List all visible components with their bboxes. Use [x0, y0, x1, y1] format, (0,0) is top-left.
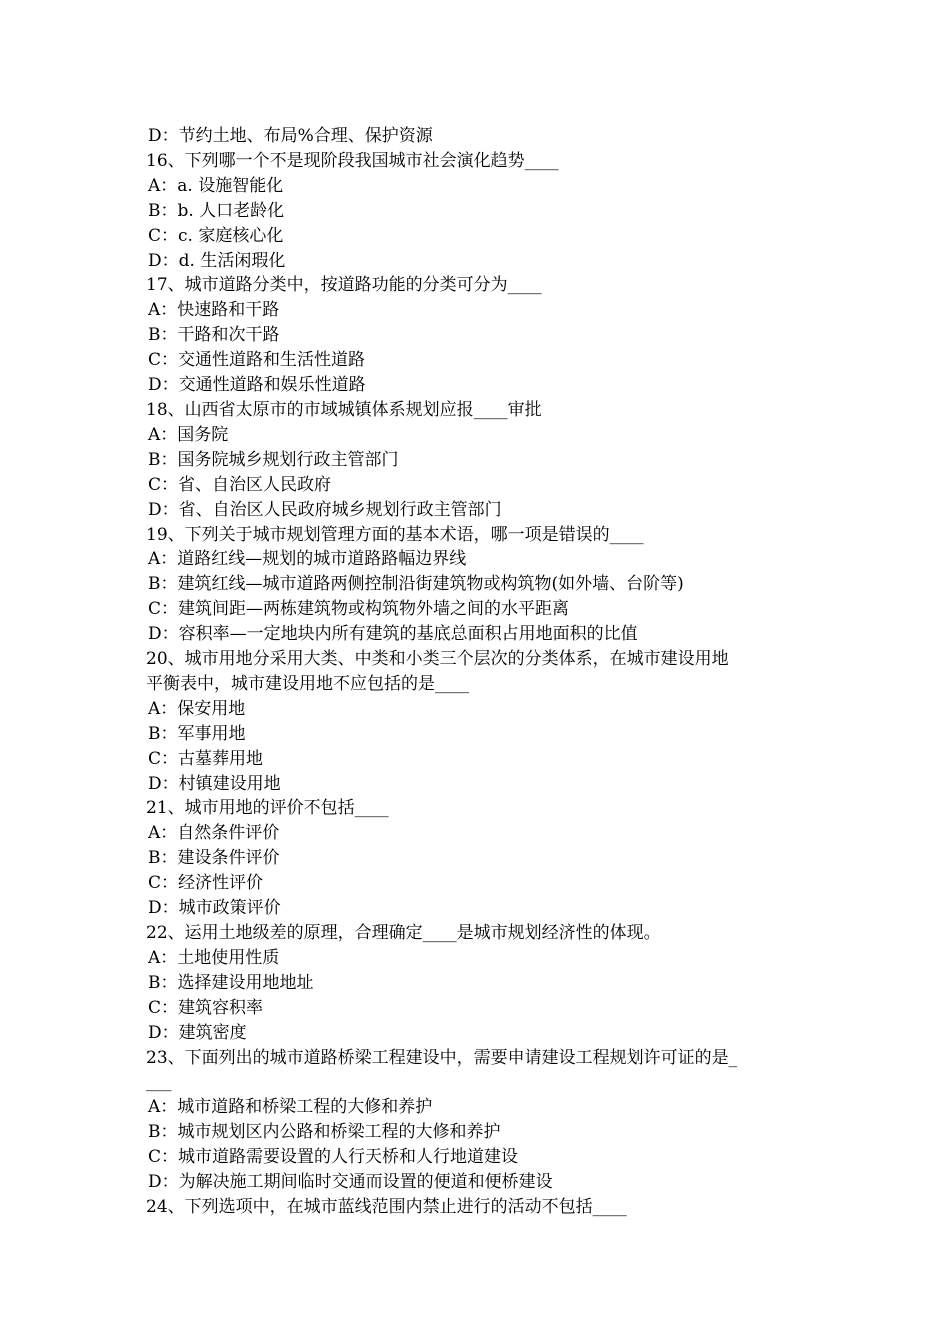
question-line: 平衡表中，城市建设用地不应包括的是____ — [146, 673, 469, 694]
question-line: 20、城市用地分采用大类、中类和小类三个层次的分类体系，在城市建设用地 — [146, 649, 729, 670]
answer-option-line: C：古墓葬用地 — [148, 748, 264, 769]
answer-option-line: C：省、自治区人民政府 — [148, 474, 332, 495]
answer-option-line: A：保安用地 — [148, 698, 246, 719]
answer-option-line: B：建设条件评价 — [148, 848, 280, 869]
answer-option-line: B：军事用地 — [148, 723, 246, 744]
answer-option-line: D：省、自治区人民政府城乡规划行政主管部门 — [148, 499, 502, 520]
question-line: ___ — [146, 1072, 172, 1093]
answer-option-line: D：d. 生活闲瑕化 — [148, 250, 286, 271]
answer-option-line: B：建筑红线—城市道路两侧控制沿街建筑物或构筑物(如外墙、台阶等) — [148, 574, 684, 595]
answer-option-line: B：国务院城乡规划行政主管部门 — [148, 449, 399, 470]
answer-option-line: B：城市规划区内公路和桥梁工程的大修和养护 — [148, 1122, 501, 1143]
document-body — [146, 124, 816, 1220]
answer-option-line: B：b. 人口老龄化 — [148, 200, 285, 221]
answer-option-line: C：交通性道路和生活性道路 — [148, 350, 366, 371]
answer-option-line: D：村镇建设用地 — [148, 773, 281, 794]
answer-option-line: D：建筑密度 — [148, 1022, 247, 1043]
question-line: 22、运用土地级差的原理，合理确定____是城市规划经济性的体现。 — [146, 923, 661, 943]
answer-option-line: A：快速路和干路 — [148, 300, 280, 321]
answer-option-line: D：容积率—一定地块内所有建筑的基底总面积占用地面积的比值 — [148, 624, 638, 645]
answer-option-line: D：交通性道路和娱乐性道路 — [148, 375, 366, 396]
answer-option-line: A：自然条件评价 — [148, 823, 280, 844]
question-line: 17、城市道路分类中，按道路功能的分类可分为____ — [146, 275, 542, 296]
answer-option-line: B：选择建设用地地址 — [148, 972, 314, 993]
question-line: 18、山西省太原市的市域城镇体系规划应报____审批 — [146, 399, 542, 420]
answer-option-line: C：建筑间距—两栋建筑物或构筑物外墙之间的水平距离 — [148, 599, 570, 620]
answer-option-line: D：节约土地、布局%合理、保护资源 — [148, 126, 433, 146]
answer-option-line: D：城市政策评价 — [148, 898, 281, 919]
answer-option-line: C：城市道路需要设置的人行天桥和人行地道建设 — [148, 1147, 519, 1168]
answer-option-line: A：土地使用性质 — [148, 947, 280, 968]
answer-option-line: D：为解决施工期间临时交通而设置的便道和便桥建设 — [148, 1172, 553, 1193]
question-line: 19、下列关于城市规划管理方面的基本术语，哪一项是错误的____ — [146, 524, 644, 545]
answer-option-line: A：a. 设施智能化 — [148, 175, 284, 196]
answer-option-line: C：经济性评价 — [148, 873, 264, 894]
question-line: 16、下列哪一个不是现阶段我国城市社会演化趋势____ — [146, 150, 559, 171]
answer-option-line: A：道路红线—规划的城市道路路幅边界线 — [148, 549, 467, 570]
answer-option-line: C：建筑容积率 — [148, 997, 264, 1018]
answer-option-line: B：干路和次干路 — [148, 325, 280, 346]
answer-option-line: A：城市道路和桥梁工程的大修和养护 — [148, 1097, 433, 1118]
answer-option-line: C：c. 家庭核心化 — [148, 225, 284, 246]
answer-option-line: A：国务院 — [148, 424, 229, 445]
question-line: 24、下列选项中，在城市蓝线范围内禁止进行的活动不包括____ — [146, 1196, 627, 1217]
question-line: 23、下面列出的城市道路桥梁工程建设中，需要申请建设工程规划许可证的是_ — [146, 1047, 738, 1068]
question-line: 21、城市用地的评价不包括____ — [146, 798, 389, 819]
